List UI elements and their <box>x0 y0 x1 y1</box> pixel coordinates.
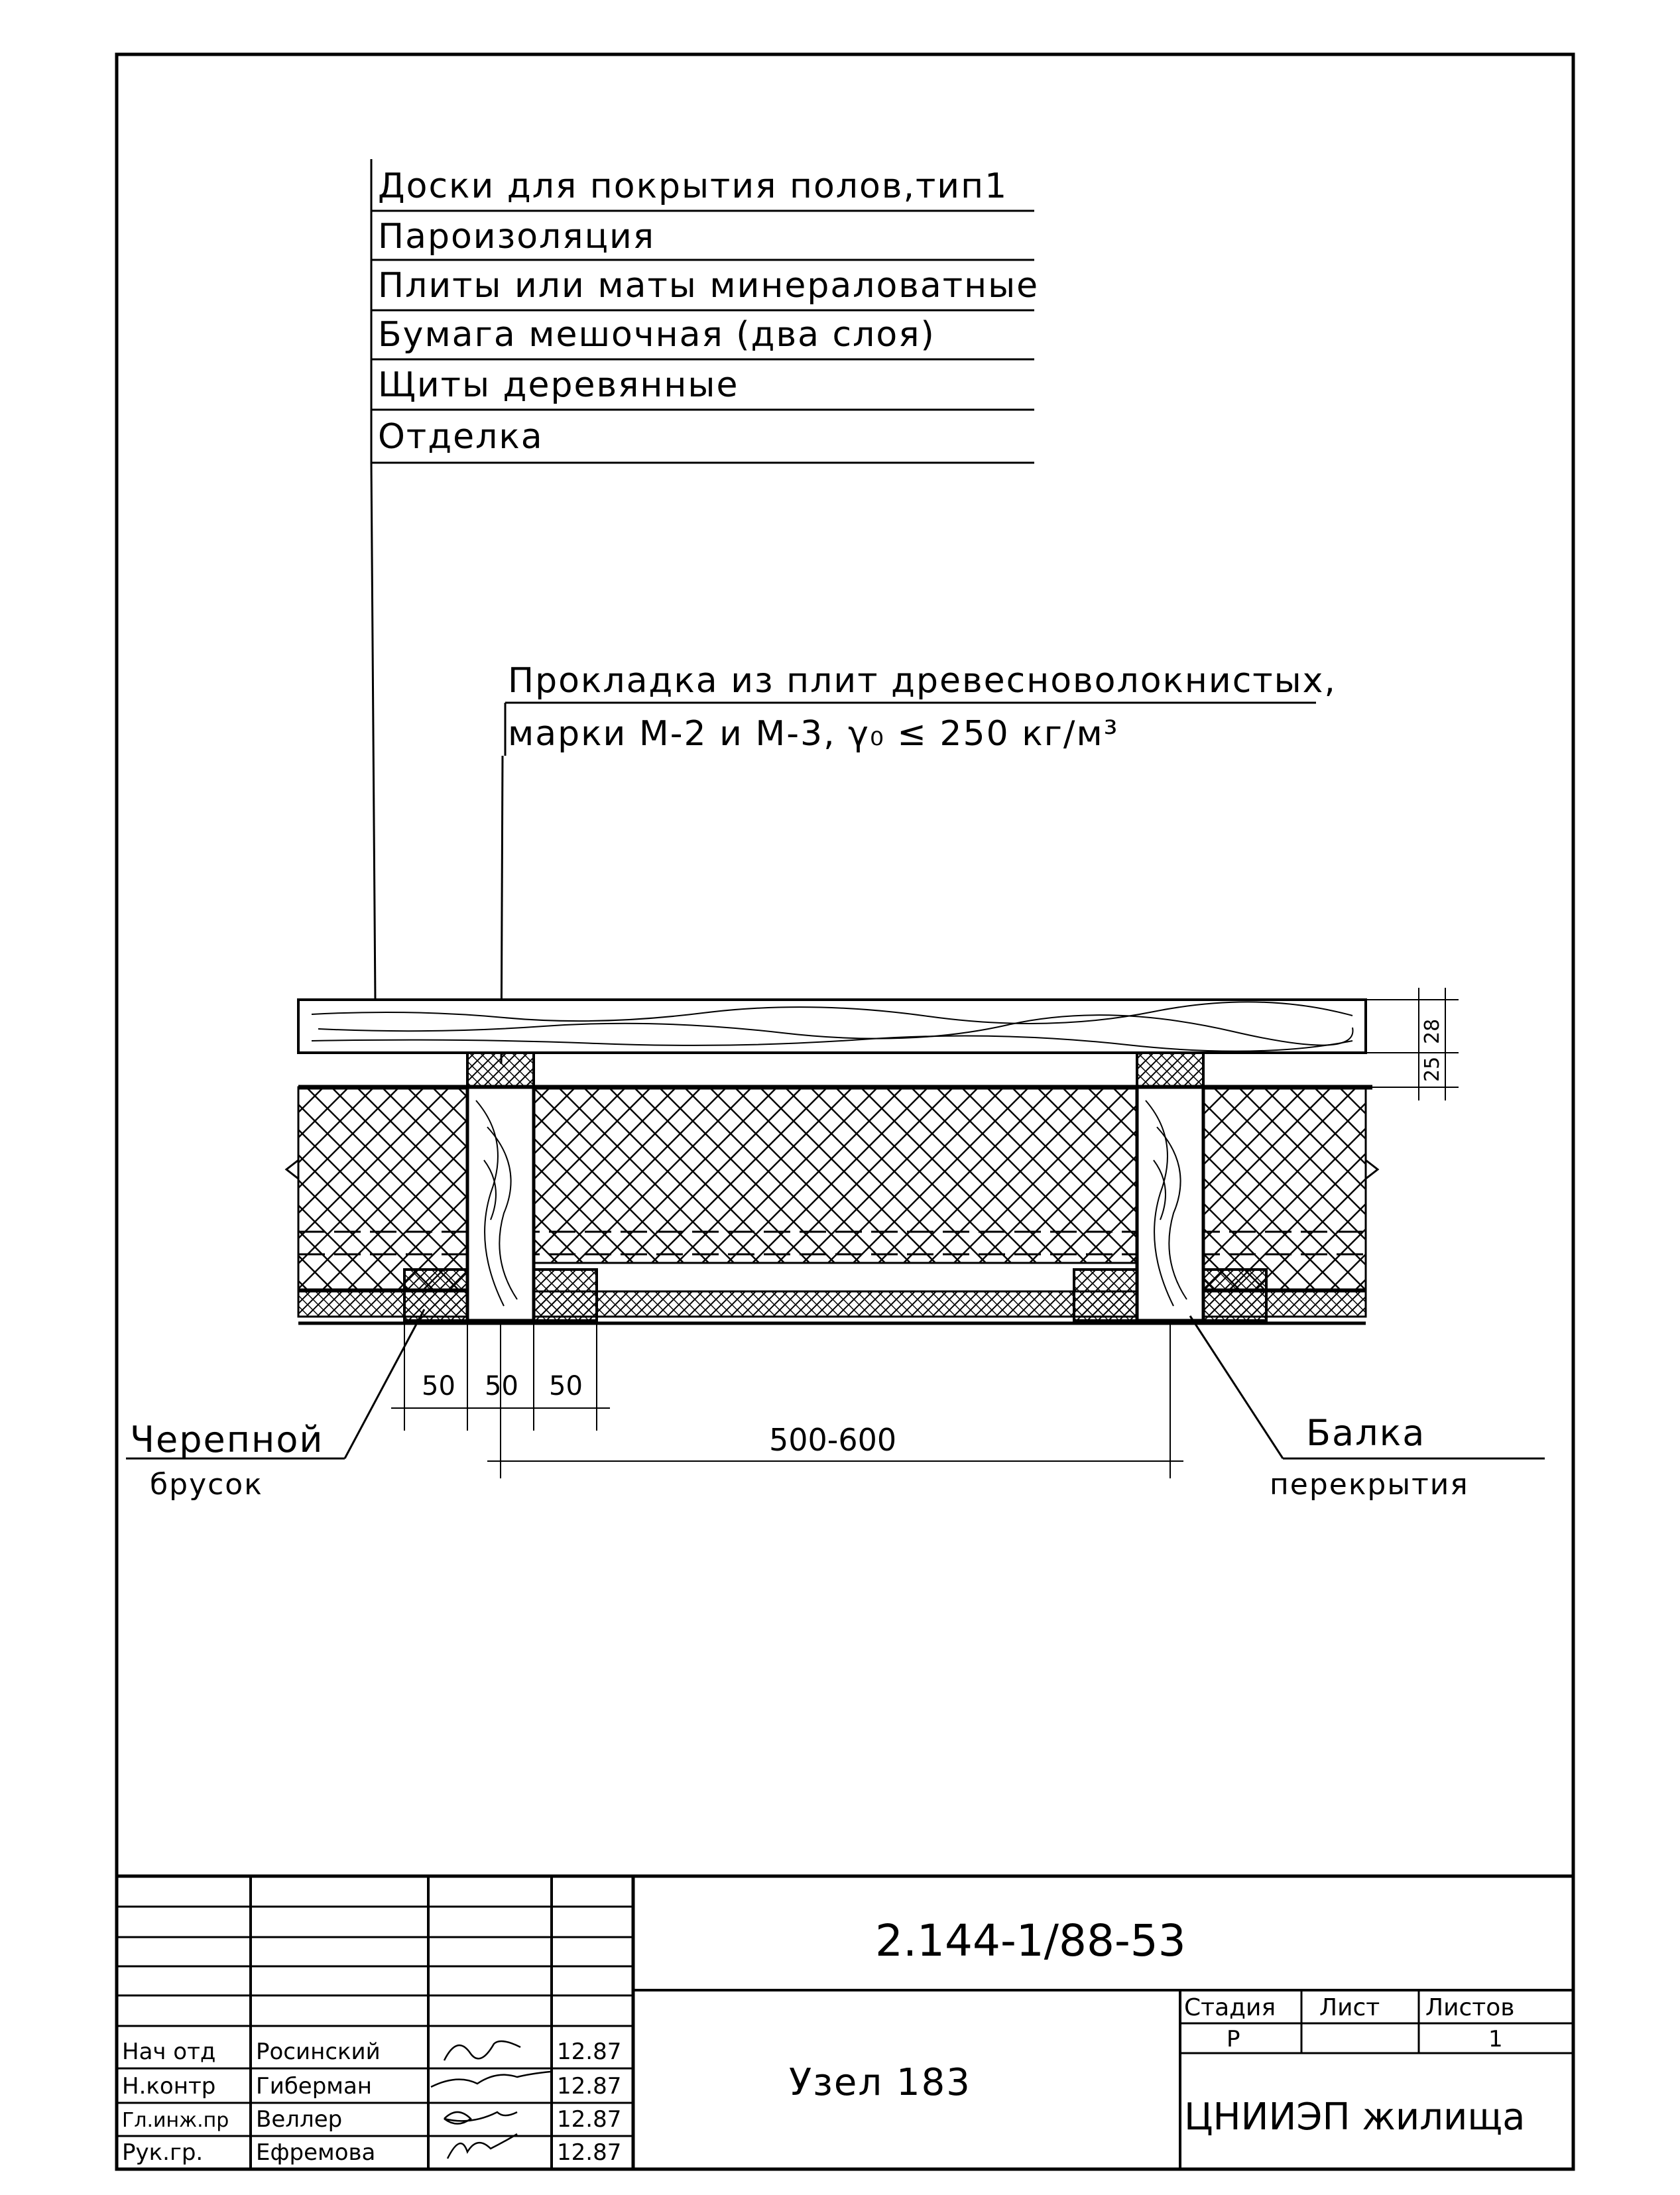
org-name: ЦНИИЭП жилища <box>1184 2096 1526 2139</box>
beam-label-1: Балка <box>1306 1412 1426 1454</box>
gasket-right <box>1137 1053 1203 1087</box>
layer-label-wood-panels: Щиты деревянные <box>378 365 739 405</box>
sig-date-2: 12.87 <box>557 2073 622 2100</box>
bottom-dimensions <box>391 1325 1183 1478</box>
cranial-bar-left-a <box>404 1270 467 1321</box>
title-block <box>117 1876 1573 2169</box>
layers-callout <box>371 159 1039 1001</box>
sheet-label: Лист <box>1319 1994 1380 2021</box>
signature-1 <box>444 2041 520 2060</box>
doc-code: 2.144-1/88-53 <box>875 1915 1186 1966</box>
sig-date-4: 12.87 <box>557 2139 622 2166</box>
cranial-bar-right-a <box>1074 1270 1137 1321</box>
layer-label-mineral-wool: Плиты или маты минераловатные <box>378 266 1040 306</box>
sig-name-2: Гиберман <box>256 2073 373 2100</box>
sig-role-4: Рук.гр. <box>122 2139 204 2166</box>
gasket-left <box>467 1053 534 1087</box>
gasket-text-line1: Прокладка из плит древесноволокнистых, <box>508 661 1337 701</box>
cranial-label-2: брусок <box>150 1468 263 1502</box>
cranial-bar-left-b <box>534 1270 597 1321</box>
sheets-value: 1 <box>1488 2026 1503 2052</box>
cranial-label-1: Черепной <box>130 1419 324 1460</box>
dim-28: 28 <box>1421 1018 1444 1044</box>
beam-right <box>1137 1087 1203 1321</box>
mineral-wool-left <box>298 1087 467 1289</box>
signature-3 <box>444 2112 517 2124</box>
beam-callout <box>1190 1316 1545 1502</box>
cranial-bar-callout <box>126 1309 424 1502</box>
beam-left <box>467 1087 534 1321</box>
dim-25: 25 <box>1421 1056 1444 1082</box>
dim-50-c: 50 <box>549 1371 583 1401</box>
layer-label-paper: Бумага мешочная (два слоя) <box>378 315 935 355</box>
layer-label-finish: Отделка <box>378 417 544 457</box>
cranial-bar-right-b <box>1203 1270 1266 1321</box>
signature-2 <box>431 2072 550 2087</box>
sig-name-4: Ефремова <box>256 2139 376 2166</box>
signature-4 <box>448 2134 517 2159</box>
sig-role-2: Н.контр <box>122 2073 216 2100</box>
layer-label-vapor-barrier: Пароизоляция <box>378 217 656 257</box>
layer-label-boards: Доски для покрытия полов,тип1 <box>378 166 1008 206</box>
beam-label-2: перекрытия <box>1270 1468 1469 1502</box>
mineral-wool-right <box>1203 1087 1366 1289</box>
gasket-text-line2: марки М-2 и М-3, γ₀ ≤ 250 кг/м³ <box>508 714 1119 754</box>
sig-date-1: 12.87 <box>557 2039 622 2065</box>
stage-label: Стадия <box>1184 1994 1276 2021</box>
sheet-title: Узел 183 <box>789 2061 971 2104</box>
sig-role-1: Нач отд <box>122 2039 216 2065</box>
sheets-label: Листов <box>1425 1994 1515 2021</box>
vertical-dimensions <box>1366 988 1459 1100</box>
dim-50-b: 50 <box>485 1371 518 1401</box>
stage-value: Р <box>1227 2026 1240 2052</box>
floor-section <box>286 1000 1451 1323</box>
sig-role-3: Гл.инж.пр <box>122 2109 229 2132</box>
sig-name-3: Веллер <box>256 2106 343 2133</box>
dim-500-600: 500-600 <box>769 1422 897 1458</box>
sig-name-1: Росинский <box>256 2039 381 2065</box>
dim-50-a: 50 <box>422 1371 455 1401</box>
sig-date-3: 12.87 <box>557 2106 622 2133</box>
mineral-wool-middle <box>534 1087 1137 1263</box>
